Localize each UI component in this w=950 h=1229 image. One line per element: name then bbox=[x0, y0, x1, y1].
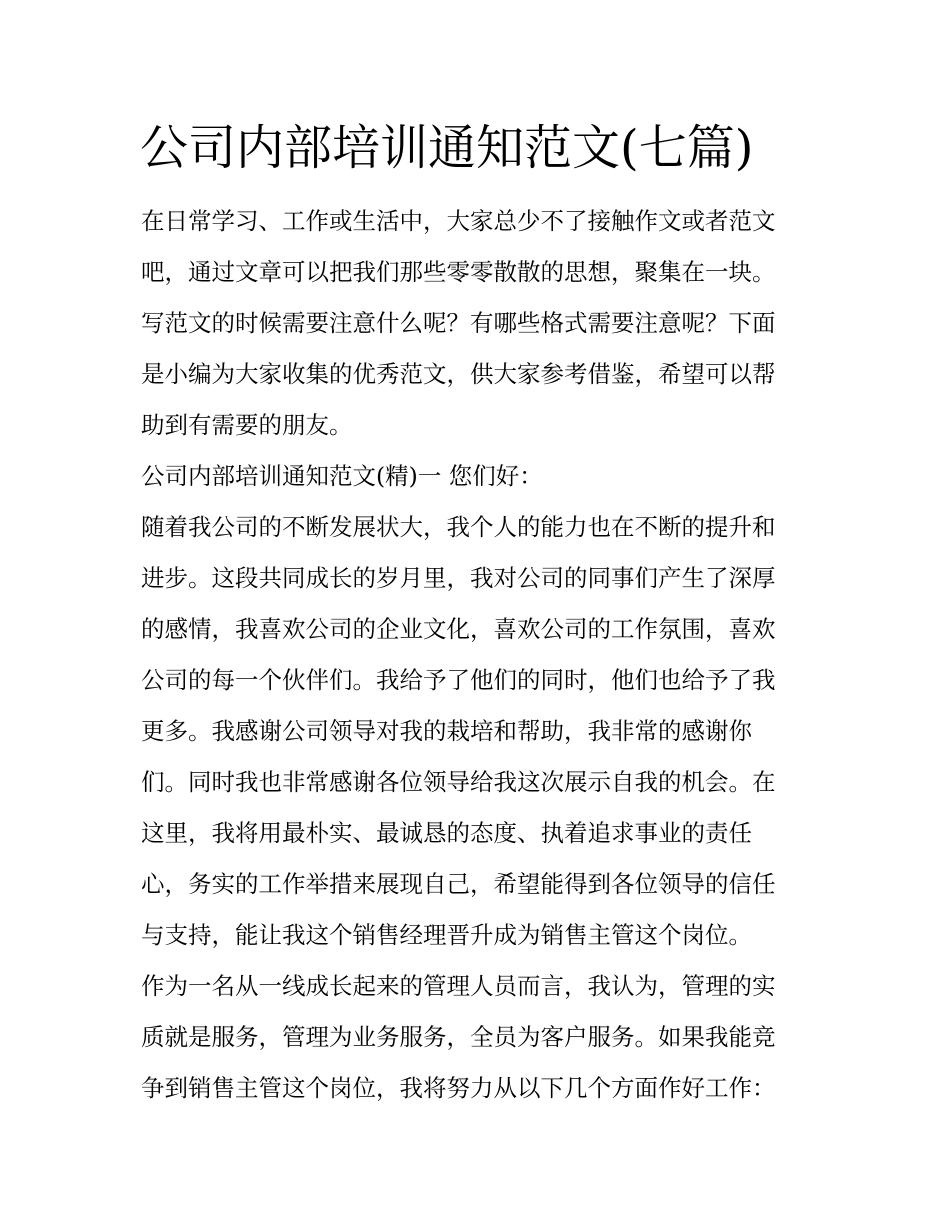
section-heading-line: 公司内部培训通知范文(精)一 您们好： bbox=[141, 462, 543, 490]
paragraph-line: 质就是服务，管理为业务服务，全员为客户服务。如果我能竞 bbox=[141, 1023, 776, 1051]
paragraph-line: 争到销售主管这个岗位，我将努力从以下几个方面作好工作： bbox=[141, 1074, 776, 1102]
paragraph-line: 这里，我将用最朴实、最诚恳的态度、执着追求事业的责任 bbox=[141, 819, 752, 847]
paragraph-line: 作为一名从一线成长起来的管理人员而言，我认为，管理的实 bbox=[141, 972, 776, 1000]
paragraph-line: 随着我公司的不断发展状大，我个人的能力也在不断的提升和 bbox=[141, 513, 776, 541]
document-title: 公司内部培训通知范文(七篇) bbox=[140, 120, 754, 176]
paragraph-line: 在日常学习、工作或生活中，大家总少不了接触作文或者范文 bbox=[141, 207, 776, 235]
paragraph-line: 吧，通过文章可以把我们那些零零散散的思想，聚集在一块。 bbox=[141, 258, 776, 286]
paragraph-line: 心，务实的工作举措来展现自己，希望能得到各位领导的信任 bbox=[141, 870, 776, 898]
paragraph-line: 是小编为大家收集的优秀范文，供大家参考借鉴，希望可以帮 bbox=[141, 360, 776, 388]
paragraph-line: 的感情，我喜欢公司的企业文化，喜欢公司的工作氛围，喜欢 bbox=[141, 615, 776, 643]
paragraph-line: 助到有需要的朋友。 bbox=[141, 411, 353, 439]
paragraph-line: 与支持，能让我这个销售经理晋升成为销售主管这个岗位。 bbox=[141, 921, 752, 949]
paragraph-line: 更多。我感谢公司领导对我的栽培和帮助，我非常的感谢你 bbox=[141, 717, 752, 745]
paragraph-line: 们。同时我也非常感谢各位领导给我这次展示自我的机会。在 bbox=[141, 768, 776, 796]
paragraph-line: 进步。这段共同成长的岁月里，我对公司的同事们产生了深厚 bbox=[141, 564, 776, 592]
paragraph-line: 公司的每一个伙伴们。我给予了他们的同时，他们也给予了我 bbox=[141, 666, 776, 694]
paragraph-line: 写范文的时候需要注意什么呢？有哪些格式需要注意呢？下面 bbox=[141, 309, 776, 337]
